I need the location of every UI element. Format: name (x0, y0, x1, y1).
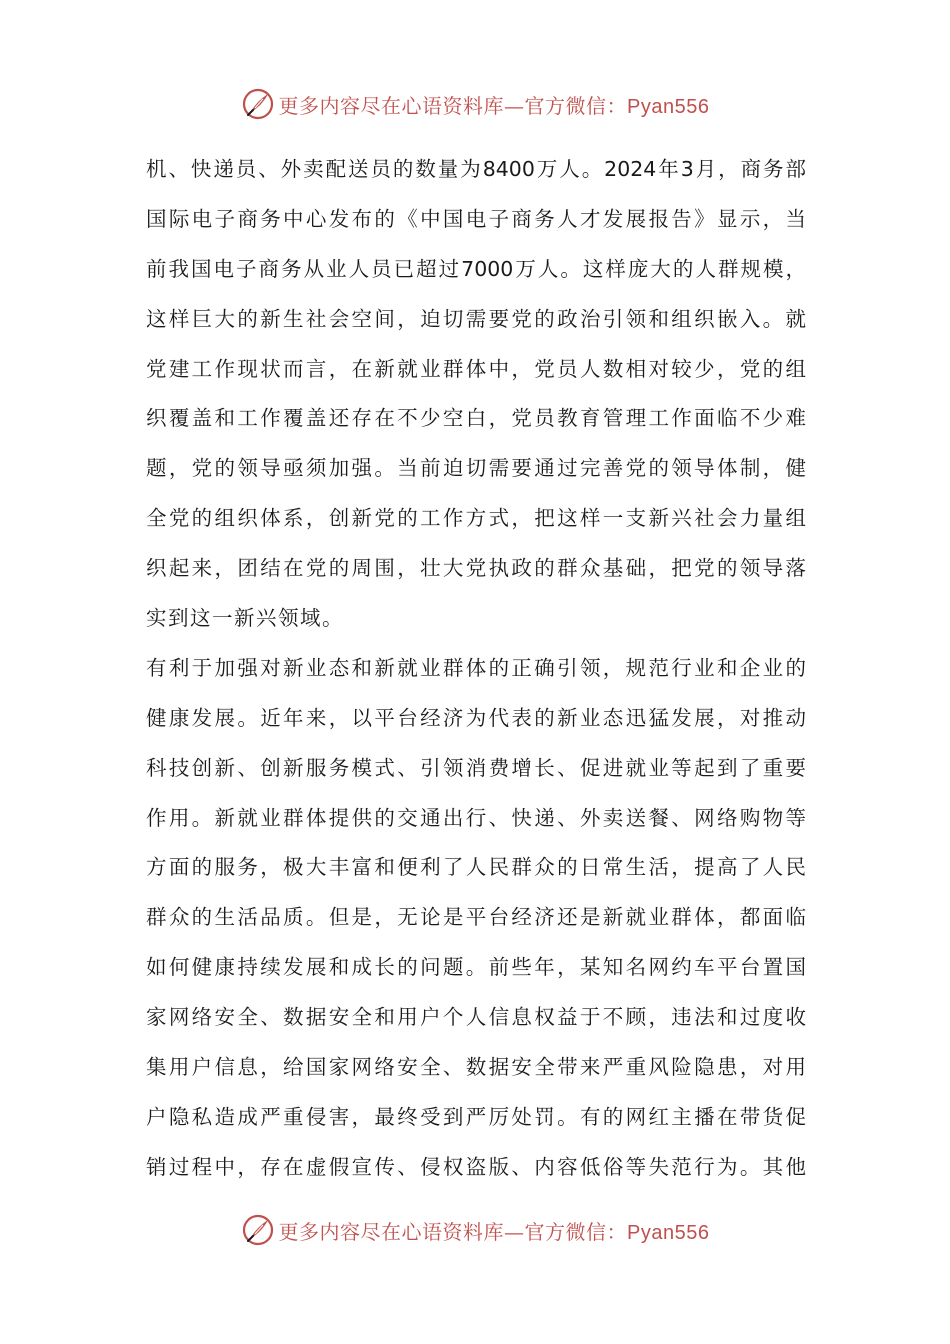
text-line: 销过程中，存在虚假宣传、侵权盗版、内容低俗等失范行为。其他 (146, 1154, 806, 1179)
text-line: 党建工作现状而言，在新就业群体中，党员人数相对较少，党的组 (146, 356, 806, 381)
text-line: 这样巨大的新生社会空间，迫切需要党的政治引领和组织嵌入。就 (146, 306, 806, 331)
text-line: 实到这一新兴领域。 (146, 606, 344, 631)
text-line: 集用户信息，给国家网络安全、数据安全带来严重风险隐患，对用 (146, 1055, 806, 1080)
footer-watermark (0, 1210, 950, 1250)
text-line: 科技创新、创新服务模式、引领消费增长、促进就业等起到了重要 (146, 755, 806, 780)
text-line: 方面的服务，极大丰富和便利了人民群众的日常生活，提高了人民 (146, 855, 806, 880)
text-line: 前我国电子商务从业人员已超过7000万人。这样庞大的人群规模， (146, 256, 806, 281)
text-line: 织起来，团结在党的周围，壮大党执政的群众基础，把党的领导落 (146, 556, 806, 581)
text-line: 织覆盖和工作覆盖还存在不少空白，党员教育管理工作面临不少难 (146, 406, 806, 431)
watermark-text (279, 1216, 710, 1245)
text-line: 全党的组织体系，创新党的工作方式，把这样一支新兴社会力量组 (146, 506, 806, 531)
text-line: 健康发展。近年来，以平台经济为代表的新业态迅猛发展，对推动 (146, 705, 806, 730)
quill-pen-logo-icon (241, 1213, 275, 1247)
text-line: 国际电子商务中心发布的《中国电子商务人才发展报告》显示，当 (146, 206, 806, 231)
text-line: 如何健康持续发展和成长的问题。前些年，某知名网约车平台置国 (146, 955, 806, 980)
quill-pen-logo-icon (241, 87, 275, 121)
text-line: 机、快递员、外卖配送员的数量为8400万人。2024年3月，商务部 (146, 157, 806, 181)
header-watermark (0, 84, 950, 124)
text-line: 群众的生活品质。但是，无论是平台经济还是新就业群体，都面临 (146, 905, 806, 930)
text-line: 有利于加强对新业态和新就业群体的正确引领，规范行业和企业的 (146, 655, 806, 680)
watermark-text (279, 90, 710, 119)
watermark-title: 更多内容尽在心语资料库—官方微信： (278, 93, 628, 118)
text-line: 家网络安全、数据安全和用户个人信息权益于不顾，违法和过度收 (146, 1005, 806, 1030)
text-line: 作用。新就业群体提供的交通出行、快递、外卖送餐、网络购物等 (146, 805, 806, 830)
text-line: 题，党的领导亟须加强。当前迫切需要通过完善党的领导体制，健 (146, 456, 806, 481)
watermark-contact: Pyan556 (627, 95, 710, 118)
watermark-contact: Pyan556 (627, 1221, 710, 1244)
text-line: 户隐私造成严重侵害，最终受到严厉处罚。有的网红主播在带货促 (146, 1104, 806, 1129)
watermark-title: 更多内容尽在心语资料库—官方微信： (278, 1219, 628, 1244)
document-body (146, 145, 806, 1193)
